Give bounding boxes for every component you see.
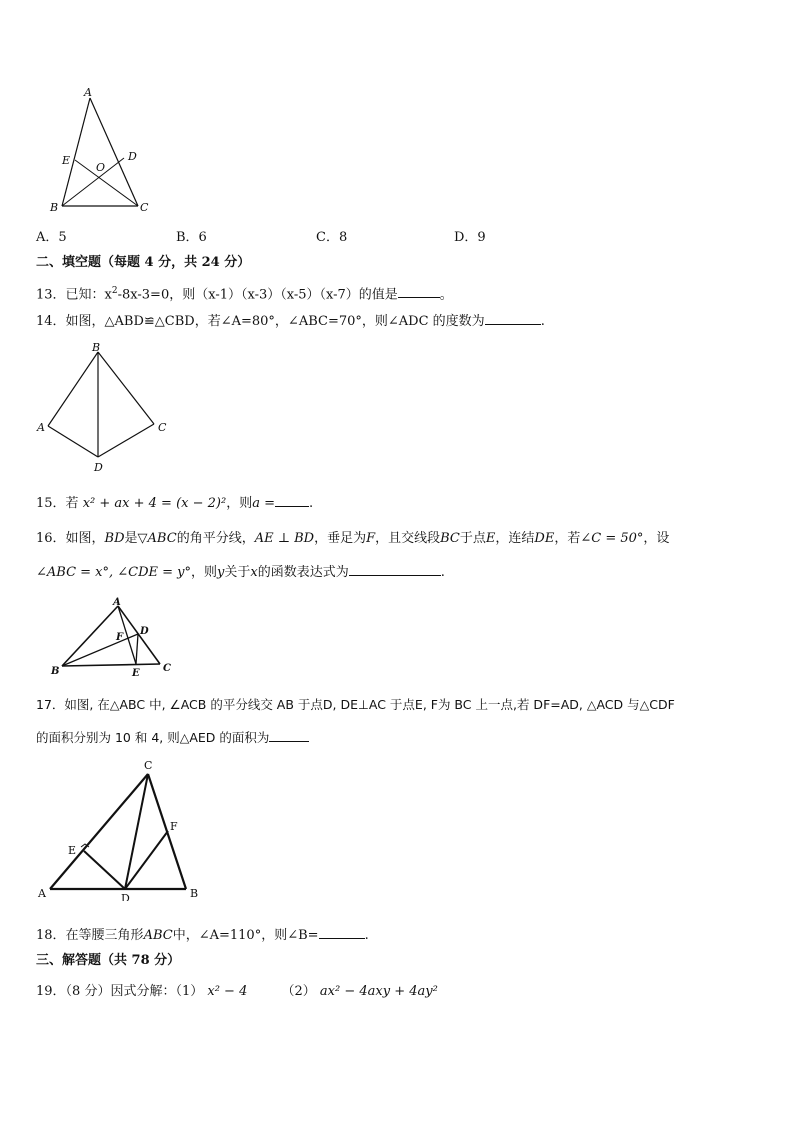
label-F: F: [170, 820, 178, 833]
question-19: 19．（8 分）因式分解：（1） x² − 4 （2） ax² − 4axy + 4ay²: [36, 984, 438, 999]
option-c: C．8: [316, 230, 348, 245]
option-a: A．5: [36, 230, 67, 245]
answer-blank[interactable]: [485, 312, 541, 325]
label-C: C: [163, 663, 171, 674]
label-E: E: [68, 844, 77, 857]
label-A: A: [84, 86, 92, 99]
figure-q16-triangle: [44, 594, 184, 680]
answer-blank[interactable]: [398, 285, 440, 298]
option-d: D．9: [454, 230, 486, 245]
figure-q14-kite: [34, 340, 184, 480]
question-16-line2: ∠ABC = x°, ∠CDE = y°，则y关于x的函数表达式为 .: [36, 565, 445, 580]
figure-q17-triangle: [34, 756, 214, 901]
answer-blank[interactable]: [349, 563, 441, 576]
answer-blank[interactable]: [275, 494, 309, 507]
question-17-line1: 17．如图, 在△ABC 中, ∠ACB 的平分线交 AB 于点D, DE⊥AC 于点E, F为 BC 上一点,若 DF=AD, △ACD 与△CDF: [36, 697, 675, 712]
label-D: D: [140, 626, 149, 637]
section-3-heading: 三、解答题（共 78 分）: [36, 953, 181, 968]
label-C: C: [144, 759, 153, 772]
label-F: F: [116, 632, 124, 643]
question-13: 13．已知：$x^2-8x-3=0$，则（x-1）（x-3）（x-5）（x-7）的值是 。: [36, 286, 453, 303]
section-2-heading: 二、填空题（每题 4 分，共 24 分）: [36, 255, 251, 270]
label-B: B: [190, 887, 199, 900]
answer-blank[interactable]: [269, 729, 309, 742]
label-A: A: [113, 597, 121, 608]
question-15: 15．若 x² + ax + 4 = (x − 2)²，则a = .: [36, 496, 314, 511]
label-B: B: [92, 341, 101, 354]
label-E: E: [62, 154, 71, 167]
question-14: 14．如图，△ABD≌△CBD，若∠A=80°，∠ABC=70°，则∠ADC 的度数为 .: [36, 314, 545, 329]
answer-blank[interactable]: [319, 926, 365, 939]
label-B: B: [51, 666, 60, 677]
label-C: C: [158, 421, 167, 434]
label-O: O: [96, 161, 106, 174]
label-D: D: [128, 150, 137, 163]
option-b: B．6: [176, 230, 207, 245]
label-B: B: [50, 201, 59, 214]
question-16-line1: 16．如图，BD是▽ABC的角平分线，AE ⊥ BD，垂足为F，且交线段BC于点E，连结DE，若∠C = 50°，设: [36, 531, 670, 546]
question-17-line2: 的面积分别为 10 和 4, 则△AED 的面积为: [36, 729, 309, 747]
label-A: A: [37, 421, 45, 434]
label-D: D: [121, 892, 130, 901]
label-D: D: [94, 461, 103, 474]
equation: x² + ax + 4 = (x − 2)²: [82, 496, 227, 511]
q12-options: [36, 229, 486, 247]
label-C: C: [140, 201, 149, 214]
figure-q12-triangle: [44, 82, 164, 217]
question-18: 18．在等腰三角形ABC中，∠A=110°，则∠B= .: [36, 928, 369, 943]
label-A: A: [38, 887, 46, 900]
label-E: E: [132, 668, 140, 679]
